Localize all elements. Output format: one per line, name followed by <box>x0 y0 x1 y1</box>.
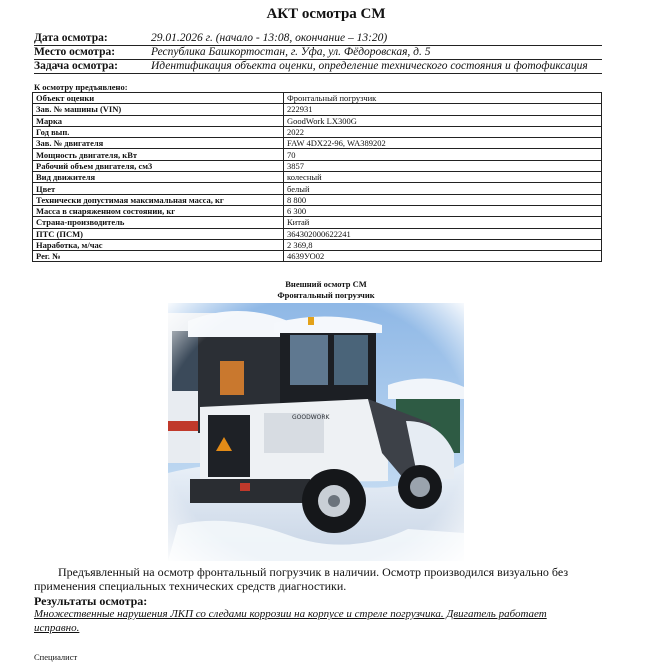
spec-value: GoodWork LX300G <box>284 115 602 126</box>
spec-value: 6 300 <box>284 205 602 216</box>
meta-row-place <box>34 46 602 60</box>
specialist-label: Специалист <box>34 652 78 662</box>
table-row <box>33 138 602 149</box>
spec-key: Цвет <box>33 183 284 194</box>
table-row <box>33 239 602 250</box>
presented-label: К осмотру предъявлено: <box>34 82 128 92</box>
meta-row-task <box>34 60 602 74</box>
meta-value: 29.01.2026 г. (начало - 13:08, окончание – 13:20) <box>151 32 388 44</box>
meta-label: Место осмотра: <box>34 46 116 58</box>
table-row <box>33 194 602 205</box>
results-text: Множественные нарушения ЛКП со следами коррозии на корпусе и стреле погрузчика. Двигатель работает исправно. <box>34 608 547 634</box>
photo-caption-line-2: Фронтальный погрузчик <box>277 290 375 300</box>
photo-caption <box>0 279 652 301</box>
spec-value: Фронтальный погрузчик <box>284 93 602 104</box>
spec-key: Масса в снаряженном состоянии, кг <box>33 205 284 216</box>
loader-photo <box>168 303 464 561</box>
spec-key: Рег. № <box>33 251 284 262</box>
spec-key: Зав. № машины (VIN) <box>33 104 284 115</box>
spec-value: колесный <box>284 172 602 183</box>
document-title: АКТ осмотра СМ <box>266 6 386 22</box>
spec-value: 2022 <box>284 126 602 137</box>
loader-photo-illustration <box>168 303 464 561</box>
table-row <box>33 251 602 262</box>
spec-value: Китай <box>284 217 602 228</box>
spec-key: Зав. № двигателя <box>33 138 284 149</box>
meta-value: Республика Башкортостан, г. Уфа, ул. Фёдоровская, д. 5 <box>151 46 431 58</box>
meta-row-date <box>34 32 602 46</box>
table-row <box>33 205 602 216</box>
spec-key: Год вып. <box>33 126 284 137</box>
spec-key: Объект оценки <box>33 93 284 104</box>
spec-value: 2 369,8 <box>284 239 602 250</box>
meta-value: Идентификация объекта оценки, определение технического состояния и фотофиксация <box>151 60 588 72</box>
results-heading: Результаты осмотра: <box>34 594 148 608</box>
spec-value: белый <box>284 183 602 194</box>
spec-key: Мощность двигателя, кВт <box>33 149 284 160</box>
spec-key: ПТС (ПСМ) <box>33 228 284 239</box>
spec-key: Рабочий объем двигателя, см3 <box>33 160 284 171</box>
spec-value: FAW 4DX22-96, WA389202 <box>284 138 602 149</box>
spec-value: 8 800 <box>284 194 602 205</box>
table-row <box>33 183 602 194</box>
meta-label: Задача осмотра: <box>34 60 118 72</box>
table-row <box>33 217 602 228</box>
spec-value: 3857 <box>284 160 602 171</box>
spec-value: 222931 <box>284 104 602 115</box>
meta-label: Дата осмотра: <box>34 32 108 44</box>
conclusion-text: Предъявленный на осмотр фронтальный погрузчик в наличии. Осмотр производился визуально без применения специальных технических средств диагностики. <box>34 565 569 593</box>
spec-value: 70 <box>284 149 602 160</box>
spec-value: 4639УО02 <box>284 251 602 262</box>
table-row <box>33 149 602 160</box>
table-row <box>33 160 602 171</box>
table-row <box>33 172 602 183</box>
table-row <box>33 93 602 104</box>
table-row <box>33 228 602 239</box>
spec-key: Вид движителя <box>33 172 284 183</box>
table-row <box>33 104 602 115</box>
spec-key: Марка <box>33 115 284 126</box>
specs-table <box>32 92 602 262</box>
spec-key: Страна-производитель <box>33 217 284 228</box>
spec-key: Наработка, м/час <box>33 239 284 250</box>
spec-value: 364302000622241 <box>284 228 602 239</box>
photo-caption-line-1: Внешний осмотр СМ <box>285 279 367 289</box>
table-row <box>33 126 602 137</box>
table-row <box>33 115 602 126</box>
spec-key: Технически допустимая максимальная масса, кг <box>33 194 284 205</box>
